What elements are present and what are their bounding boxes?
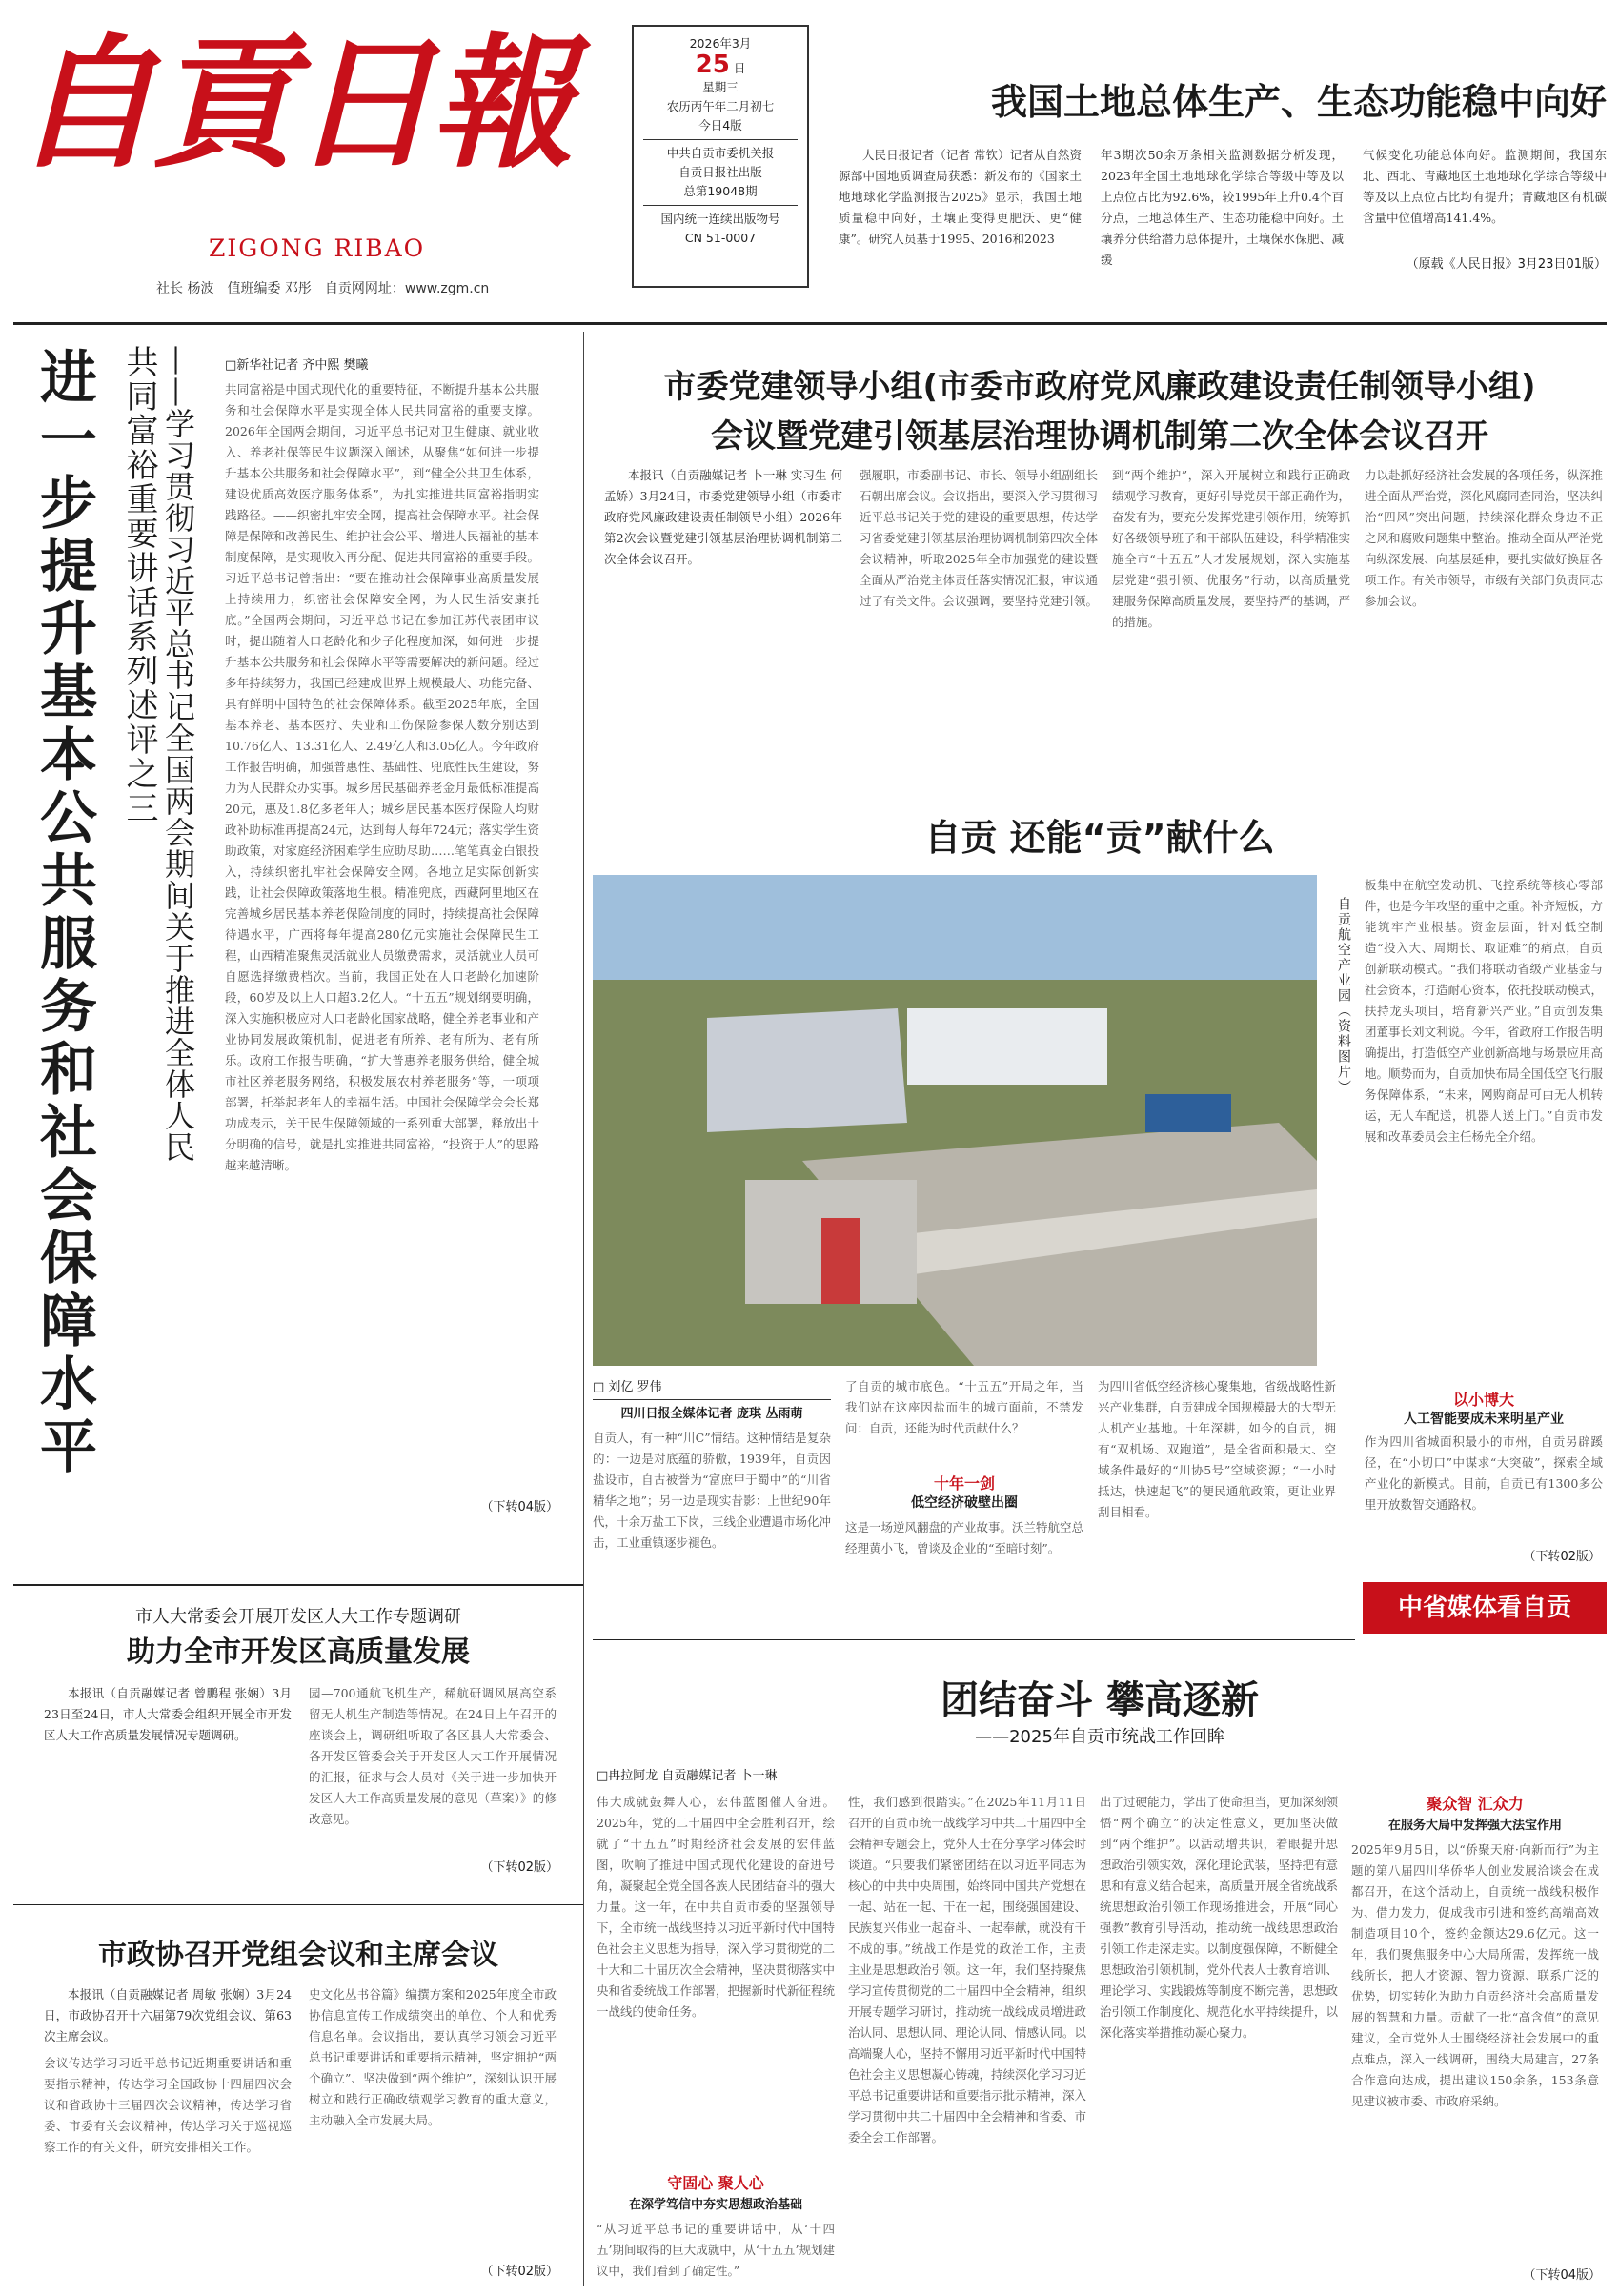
npc-top-rule (13, 1584, 583, 1586)
feature-title: 自贡 还能“贡”献什么 (924, 817, 1275, 859)
cppcc-body-2: 史文化丛书谷篇》编撰方案和2025年度全市政协信息宣传工作成绩突出的单位、个人和优秀信息名单。会议指出，要认真学习领会习近平总书记重要讲话和重要指示精神，坚定拥护“两个确立”、坚决做到“两个维护”，深刻认识开展树立和践行正确政绩观学习教育的重大意义，主动融入全市发展大局。 (309, 1987, 557, 2127)
party-body-3: 到“两个维护”，深入开展树立和践行正确政绩观学习教育，更好引导党员干部正确作为，奋发有为，要充分发挥党建引领作用，统筹抓好各级领导班子和干部队伍建设，科学精准实施全市“十五五”人才发展规划，深入实施基层党建“强引领、优服务”行动，以高质量党建服务保障高质量发展，要坚持严的基调，严的措施。 (1112, 468, 1351, 629)
left-sub-title-1: 共同富裕重要讲话系列述评之三 (120, 345, 158, 825)
party-title-1: 市委党建领导小组(市委市政府党风廉政建设责任制领导小组) (663, 368, 1536, 406)
date-cn-label: 国内统一连续出版物号 (660, 212, 780, 226)
left-sub-title-2: ——学习贯彻习近平总书记全国两会期间关于推进全体人民 (160, 345, 196, 1163)
feature-subhead-1: 十年一剑 (933, 1474, 995, 1493)
unity-top-rule (593, 1639, 1355, 1640)
unity-subhead-1: 守固心 聚人心 (667, 2174, 764, 2192)
feature-col2b: 这是一场逆风翻盘的产业故事。沃兰特航空总经理黄小飞，曾谈及企业的“至暗时刻”。 (845, 1520, 1084, 1555)
feature-story (593, 787, 1607, 1578)
feature-byline: □ 刘亿 罗伟 (593, 1380, 662, 1394)
date-cn: CN 51-0007 (684, 231, 757, 245)
feature-subhead-2: 以小博大 (1452, 1391, 1514, 1409)
left-body: 共同富裕是中国式现代化的重要特征，不断提升基本公共服务和社会保障水平是实现全体人民共同富裕的重要支撑。2026年全国两会期间，习近平总书记对卫生健康、就业收入、养老社保等民生议题深入阐述，从聚焦“如何进一步提升基本公共服务和社会保障水平”，到“健全公共卫生体系，建设优质高效医疗服务体系”，为扎实推进共同富裕指明实践路径。——织密扎牢安全网，提高社会保障水平。社会保障是保障和改善民生、维护社会公平、增进人民福祉的基本制度保障，是实现收入再分配、促进共同富裕的重要手段。习近平总书记曾指出：“要在推动社会保障事业高质量发展上持续用力，织密社会保障安全网，为人民生活安康托底。”全国两会期间，习近平总书记在参加江苏代表团审议时，提出随着人口老龄化和少子化程度加深，如何进一步提升基本公共服务和社会保障水平等需要解决的新问题。经过多年持续努力，我国已经建成世界上规模最大、功能完备、具有鲜明中国特色的社会保障体系。截至2025年底，全国基本养老、基本医疗、失业和工伤保险参保人数分别达到10.76亿人、13.31亿人、2.49亿人和3.05亿人。今年政府工作报告明确，加强普惠性、基础性、兜底性民生建设，努力为人民群众办实事。城乡居民基础养老金月最低标准提高20元，惠及1.8亿多老年人；城乡居民基本医疗保险人均财政补助标准再提高24元，达到每人每年724元；落实学生资助政策，对家庭经济困难学生应助尽助……笔笔真金白银投入，持续织密扎牢社会保障安全网。各地立足实际创新实践，让社会保障政策落地生根。精准兜底，西藏阿里地区在完善城乡居民基本养老保险制度的同时，持续提高社会保障待遇水平，广西将每年提高280亿元实施社会保障民生工程，山西精准聚焦灵活就业人员缴费需求，灵活就业人员可自愿选择缴费档次。当前，我国正处在人口老龄化加速阶段，60岁及以上人口超3.2亿人。“十五五”规划纲要明确，深入实施积极应对人口老龄化国家战略，健全养老事业和产业协同发展政策机制，促进老有所养、老有所为、老有所乐。政府工作报告明确，“扩大普惠养老服务供给，健全城市社区养老服务网络，积极发展农村养老服务”等，一项项部署，托举起老年人的幸福生活。中国社会保障学会会长郑功成表示，关于民生保障领域的一系列重大部署，释放出十分明确的信号，就是扎实推进共同富裕，“投资于人”的思路越来越清晰。 (225, 382, 539, 1172)
party-story (593, 332, 1607, 770)
date-box (632, 25, 809, 288)
unity-col2: 性，我们感到很踏实。”在2025年11月11日召开的自贡市统一战线学习中共二十届四中全会精神专题会上，党外人士在分享学习体会时谈道。“只要我们紧密团结在以习近平同志为核心的中共中央周围，始终同中国共产党想在一起、站在一起、干在一起，围绕强国建设、民族复兴伟业一起奋斗、一起奉献，就没有干不成的事。”统战工作是党的政治工作，主责主业是思想政治引领。这一年，我们坚持聚焦学习宣传贯彻党的二十届四中全会精神，组织开展专题学习研讨，推动统一战线成员增进政治认同、思想认同、理论认同、情感认同。以高端聚人心，坚持不懈用习近平新时代中国特色社会主义思想凝心铸魂，持续深化学习习近平总书记重要讲话和重要指示批示精神，深入学习贯彻中共二十届四中全会精神和省委、市委全会工作部署。 (848, 1795, 1087, 2144)
feature-photo (593, 875, 1317, 1366)
feature-col1: 自贡人，有一种“川C”情结。这种情结是复杂的：一边是对底蕴的骄傲，1939年，自贡因盐设市，自古被誉为“富庶甲于蜀中”的“川省精华之地”；另一边是现实昔影：上世纪90年代，十余万盐工下岗，三线企业遭遇市场化冲击，工业重镇逐步褪色。 (593, 1431, 832, 1550)
top-story-title: 我国土地总体生产、生态功能稳中向好 (990, 81, 1607, 123)
masthead-rule (13, 322, 1607, 325)
unity-continue: （下转04版） (1523, 2268, 1601, 2283)
date-publisher: 自贡日报社出版 (678, 165, 762, 179)
npc-kicker: 市人大常委会开展开发区人大工作专题调研 (135, 1607, 461, 1627)
date-year-month: 2026年3月 (689, 36, 752, 51)
feature-continue: （下转02版） (1523, 1550, 1601, 1564)
date-weekday: 星期三 (702, 80, 739, 94)
party-title-2: 会议暨党建引领基层治理协调机制第二次全体会议召开 (711, 417, 1488, 456)
unity-col1: 伟大成就鼓舞人心，宏伟蓝图催人奋进。2025年，党的二十届四中全会胜利召开，绘就了“十五五”时期经济社会发展的宏伟蓝图，吹响了推进中国式现代化建设的奋进号角，凝聚起全党全国各族人民团结奋斗的强大力量。这一年，在中共自贡市委的坚强领导下，全市统一战线坚持以习近平新时代中国特色社会主义思想为指导，深入学习贯彻党的二十大和二十届历次全会精神，坚决贯彻落实中央和省委统战工作部署，把握新时代新征程统一战线的使命任务。 (597, 1795, 836, 2019)
unity-col1b: “从习近平总书记的重要讲话中，从‘十四五’期间取得的巨大成就中，从‘十五五’规划建议中，我们看到了确定性。” (597, 2222, 835, 2278)
npc-title: 助力全市开发区高质量发展 (127, 1636, 470, 1669)
cppcc-continue: （下转02版） (480, 2265, 558, 2279)
cppcc-story (13, 1910, 583, 2291)
unity-col3: 出了过硬能力，学出了使命担当，更加深刻领悟“两个确立”的决定性意义，更加坚决做到“两个维护”。以活动增共识，着眼提升思想政治引领实效，深化理论武装，坚持把有意思和有意义结合起来，高质量开展全省统战系统思想政治引领工作现场推进会，开展“同心强教”教育引导活动，推动统一战线思想政治引领工作走深走实。以制度强保障，不断健全思想政治引领机制，党外代表人士教育培训、理论学习、实践锻炼等制度不断完善，思想政治引领工作制度化、规范化水平持续提升，以深化落实举措推动凝心聚力。 (1100, 1795, 1339, 2040)
party-body-4: 力以赴抓好经济社会发展的各项任务，纵深推进全面从严治党，深化风腐同查同治，坚决纠治“四风”突出问题，持续深化群众身边不正之风和腐败问题集中整治。推动全面从严治党向纵深发展、向基层延伸，要扎实做好换届各项工作。有关市领导，市级有关部门负责同志参加会议。 (1365, 468, 1604, 608)
feature-subhead-1b: 低空经济破壁出圈 (911, 1495, 1018, 1511)
unity-title: 团结奋斗 攀高逐新 (941, 1678, 1259, 1722)
media-banner: 中省媒体看自贡 (1363, 1582, 1607, 1634)
unity-subhead-1b: 在深学笃信中夯实思想政治基础 (628, 2198, 802, 2212)
feature-subhead-2b: 人工智能要成未来明星产业 (1404, 1412, 1564, 1427)
party-lead: 本报讯（自贡融媒记者 卜一琳 实习生 何孟娇）3月24日，市委党建领导小组（市委市政府党风廉政建设责任制领导小组）2026年第2次会议暨党建引领基层治理协调机制第二次全体会议召开。 (604, 468, 842, 566)
unity-story (593, 1649, 1607, 2292)
unity-subhead-2b: 在服务大局中发挥强大法宝作用 (1387, 1819, 1562, 1833)
left-byline: □新华社记者 齐中熙 樊曦 (225, 358, 369, 373)
unity-subtitle: ——2025年自贡市统战工作回眸 (975, 1727, 1224, 1747)
feature-col4: 作为四川省城面积最小的市州，自贡另辟蹊径，在“小切口”中谋求“大突破”，探索全域产业化的新模式。目前，自贡已有1300多公里开放数智交通路权。 (1365, 1434, 1603, 1512)
column-rule-left (583, 332, 584, 2286)
date-issue: 总第19048期 (683, 184, 758, 198)
party-body-2: 强履职，市委副书记、市长、领导小组副组长石朝出席会议。会议指出，要深入学习贯彻习近平总书记关于党的建设的重要思想，传达学习省委党建引领基层治理协调机制第四次全体会议精神，听取2025年全市加强党的建设暨全面从严治党主体责任落实情况汇报，审议通过了有关文件。会议强调，要坚持党建引领。 (860, 468, 1099, 608)
npc-story (13, 1590, 583, 1895)
feature-photo-caption: 自贡航空产业园（资料图片） (1336, 897, 1351, 1095)
cppcc-body-1: 会议传达学习习近平总书记近期重要讲话和重要指示精神，传达学习全国政协十四届四次会议和省政协十三届四次会议精神，传达学习省委、市委有关会议精神，传达学习关于巡视巡察工作的有关文件，研究安排相关工作。 (44, 2056, 292, 2154)
top-story-col2: 年3期次50余万条相关监测数据分析发现，2023年全国土地地球化学综合等级中等及以上点位占比为92.6%，较1995年上升0.4个百分点，土地总体生产、生态功能稳中向好。土壤养分供给潜力总体提升，土壤保水保肥、减缓 (1101, 148, 1344, 267)
feature-right-col: 板集中在航空发动机、飞控系统等核心零部件，也是今年攻坚的重中之重。补齐短板，方能筑牢产业根基。资金层面，针对低空制造“投入大、周期长、取证难”的痛点，自贡创新联动模式。“我们将联动省级产业基金与社会资本，打造耐心资本，依托投联动模式，扶持龙头项目，培育新兴产业。”自贡创发集团董事长刘文利说。今年，省政府工作报告明确提出，打造低空产业创新高地与场景应用高地。顺势而为，自贡加快布局全国低空飞行服务保障体系，“未来，网购商品可由无人机转运，无人车配送，机器人送上门。”自贡市发展和改革委员会主任杨先全介绍。 (1365, 878, 1604, 1144)
cppcc-title: 市政协召开党组会议和主席会议 (98, 1939, 498, 1972)
unity-subhead-2: 聚众智 汇众力 (1427, 1795, 1524, 1813)
unity-col4: 2025年9月5日，以“侨聚天府·向新而行”为主题的第八届四川华侨华人创业发展洽谈会在成都召开，在这个活动上，自贡统一战线积极作为、借力发力，促成我市引进和签约高端高效制造项目10个，签约金额达29.6亿元。这一年，我们聚焦服务中心大局所需，发挥统一战线所长，把人才资源、智力资源、联系广泛的优势，切实转化为助力自贡经济社会高质量发展的智慧和力量。贡献了一批“高含值”的意见建议，全市党外人士围绕经济社会发展中的重点难点，深入一线调研，围绕大局建言，27条合作意向达成，提出建议150余条，153条意见建议被市委、市政府采纳。 (1351, 1842, 1599, 2108)
staff-line: 社长 杨波 值班编委 邓彤 自贡网网址：www.zgm.cn (156, 281, 490, 296)
npc-continue: （下转02版） (480, 1860, 558, 1875)
date-pages: 今日4版 (698, 118, 742, 132)
date-lunar: 农历丙午年二月初七 (666, 99, 775, 113)
cppcc-top-rule (13, 1904, 583, 1905)
cppcc-lead: 本报讯（自贡融媒记者 周敏 张娴）3月24日，市政协召开十六届第79次党组会议、第63次主席会议。 (44, 1987, 292, 2043)
date-day-unit: 日 (733, 61, 746, 75)
date-organ: 中共自贡市委机关报 (666, 146, 775, 160)
left-main-title: 进一步提升基本公共服务和社会保障水平 (30, 347, 97, 1479)
airport-illustration (593, 875, 1317, 1366)
npc-body-2: 园—700通航飞机生产，稀航研调风展高空系留无人机生产制造等情况。在24日上午召开的座谈会上，调研组听取了各区县人大常委会、各开发区管委会关于开发区人大工作开展情况的汇报，征求与会人员对《关于进一步加快开发区人大工作高质量发展的意见（草案）》的修改意见。 (309, 1686, 557, 1826)
feature-col3: 为四川省低空经济核心聚集地，省级战略性新兴产业集群，自贡建成全国规模最大的大型无人机产业基地。十年深耕，如今的自贡，拥有“双机场、双跑道”，是全省面积最大、空域条件最好的“川协5号”空域资源；“一小时抵达，快速起飞”的便民通航政策，更让业界刮目相看。 (1098, 1379, 1337, 1519)
masthead (13, 13, 623, 299)
masthead-pinyin: ZIGONG RIBAO (209, 234, 426, 262)
date-day: 25 (695, 51, 730, 79)
left-continue: （下转04版） (480, 1500, 558, 1514)
top-story (839, 38, 1607, 286)
unity-byline: □冉拉阿龙 自贡融媒记者 卜一琳 (597, 1769, 778, 1783)
top-story-col3: 气候变化功能总体向好。监测期间，我国东北、西北、青藏地区土地地球化学综合等级中等及以上点位占比均有提升；青藏地区有机碳含量中位值增高141.4%。 (1363, 148, 1607, 225)
top-story-col1: 人民日报记者（记者 常钦）记者从自然资源部中国地质调查局获悉：新发布的《国家土地地球化学监测报告2025》显示，我国土地质量稳中向好，土壤正变得更肥沃、更“健康”。研究人员基于1995、2016和2023 (839, 148, 1082, 246)
top-story-source: （原载《人民日报》3月23日01版） (1406, 257, 1607, 272)
npc-lead: 本报讯（自贡融媒记者 曾鹏程 张娴）3月23日至24日，市人大常委会组织开展全市开发区人大工作高质量发展情况专题调研。 (44, 1686, 292, 1742)
feature-byline-2: 四川日报全媒体记者 庞琪 丛雨萌 (593, 1399, 831, 1421)
left-story (13, 332, 585, 1580)
feature-col2: 了自贡的城市底色。“十五五”开局之年，当我们站在这座因盐而生的城市面前，不禁发问：自贡，还能为时代贡献什么？ (845, 1379, 1083, 1435)
masthead-title: 自貢日報 (13, 20, 571, 188)
